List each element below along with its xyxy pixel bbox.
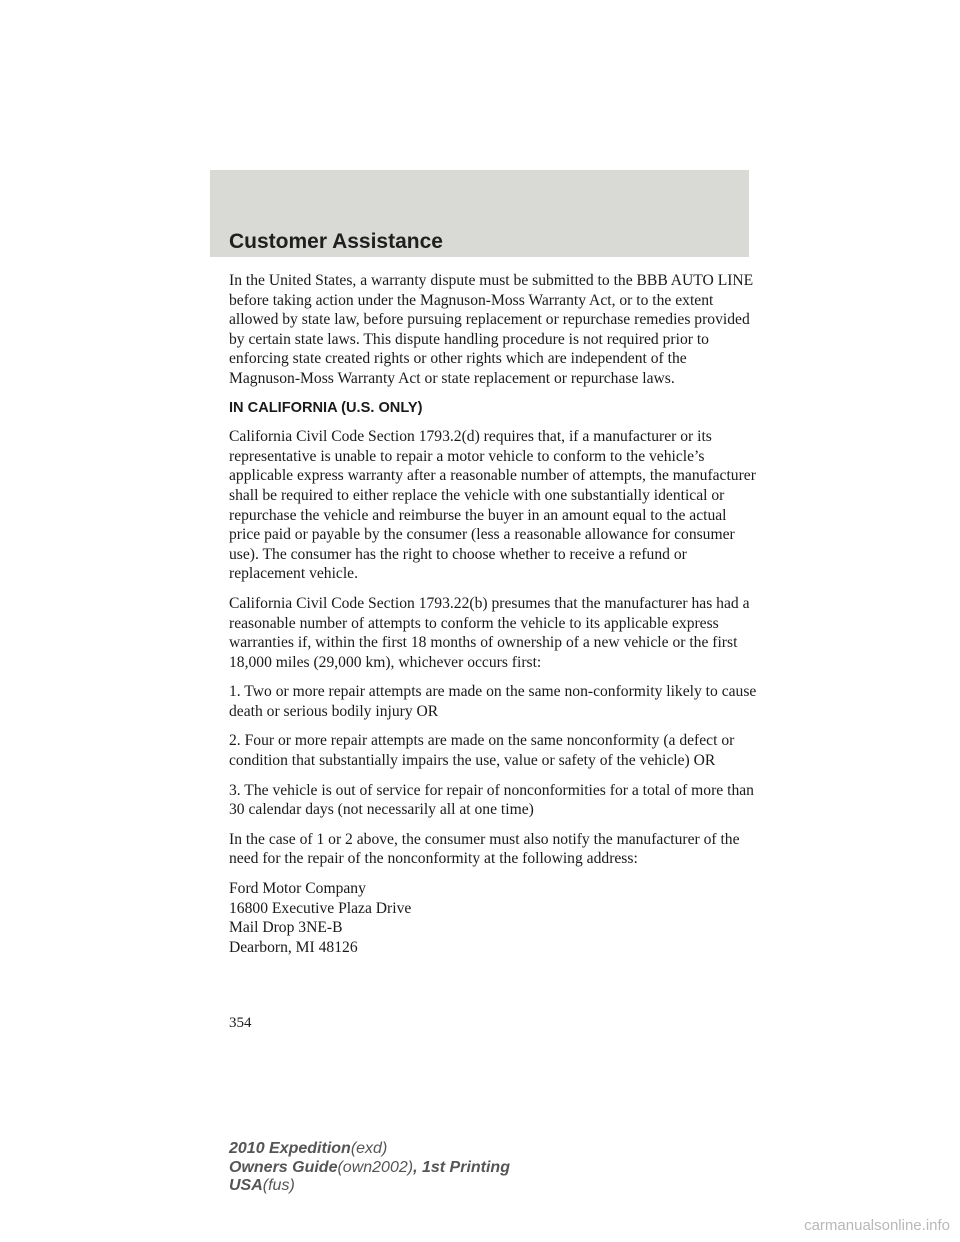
page-number: 354 <box>229 1015 252 1031</box>
address-line-maildrop: Mail Drop 3NE-B <box>229 919 343 937</box>
list-item-2: 2. Four or more repair attempts are made on the same nonconformity (a defect or condition that substantially impairs the use, value or safety of the vehicle) OR <box>229 732 735 770</box>
section-title: Customer Assistance <box>229 230 443 253</box>
footer-model-code: (exd) <box>350 1140 388 1157</box>
address-line-company: Ford Motor Company <box>229 880 366 898</box>
footer-line-2 <box>229 1159 510 1178</box>
california-heading: IN CALIFORNIA (U.S. ONLY) <box>229 399 423 416</box>
address-line-street: 16800 Executive Plaza Drive <box>229 899 412 917</box>
footer-line-3 <box>229 1177 510 1196</box>
paragraph-warranty-dispute: In the United States, a warranty dispute must be submitted to the BBB AUTO LINE before taking action under the Magnuson-Moss Warranty Act, or to the extent allowed by state law, before pursuing replacement or repurchase remedies provided by certain state laws. This dispute handling procedure is not required prior to enforcing state created rights or other rights which are independent of the Magnuson-Moss Warranty Act or state replacement or repurchase laws. <box>229 272 754 387</box>
paragraph-civil-code-1793-2: California Civil Code Section 1793.2(d) requires that, if a manufacturer or its representative is unable to repair a motor vehicle to conform to the vehicle’s applicable express warranty after a reasonable number of attempts, the manufacturer shall be required to either replace the vehicle with one substantially identical or repurchase the vehicle and reimburse the buyer in an amount equal to the actual price paid or payable by the consumer (less a reasonable allowance for consumer use). The consumer has the right to choose whether to receive a refund or replacement vehicle. <box>229 428 756 583</box>
footer-line-1 <box>229 1140 510 1159</box>
footer-market-code: (fus) <box>262 1177 295 1194</box>
list-item-1: 1. Two or more repair attempts are made on the same non-conformity likely to cause death or serious bodily injury OR <box>229 683 757 720</box>
footer-guide: Owners Guide <box>229 1158 338 1176</box>
list-item-3: 3. The vehicle is out of service for repair of nonconformities for a total of more than 30 calendar days (not necessarily all at one time) <box>229 781 754 819</box>
print-footer <box>229 1140 510 1196</box>
page-content <box>229 271 759 967</box>
address-block <box>229 879 759 957</box>
paragraph-notify-manufacturer: In the case of 1 or 2 above, the consumer must also notify the manufacturer of the need for the repair of the nonconformity at the following address: <box>229 830 740 868</box>
footer-model: 2010 Expedition <box>229 1140 351 1157</box>
paragraph-civil-code-1793-22: California Civil Code Section 1793.22(b) presumes that the manufacturer has had a reasonable number of attempts to conform the vehicle to its applicable express warranties if, within the first 18 months of ownership of a new vehicle or the first 18,000 miles (29,000 km), whichever occurs first: <box>229 594 750 671</box>
address-line-city: Dearborn, MI 48126 <box>229 938 358 956</box>
footer-market: USA <box>229 1177 263 1194</box>
footer-guide-code: (own2002) <box>337 1158 414 1176</box>
site-watermark: carmanualsonline.info <box>804 1217 950 1234</box>
footer-printing: , 1st Printing <box>413 1158 510 1176</box>
